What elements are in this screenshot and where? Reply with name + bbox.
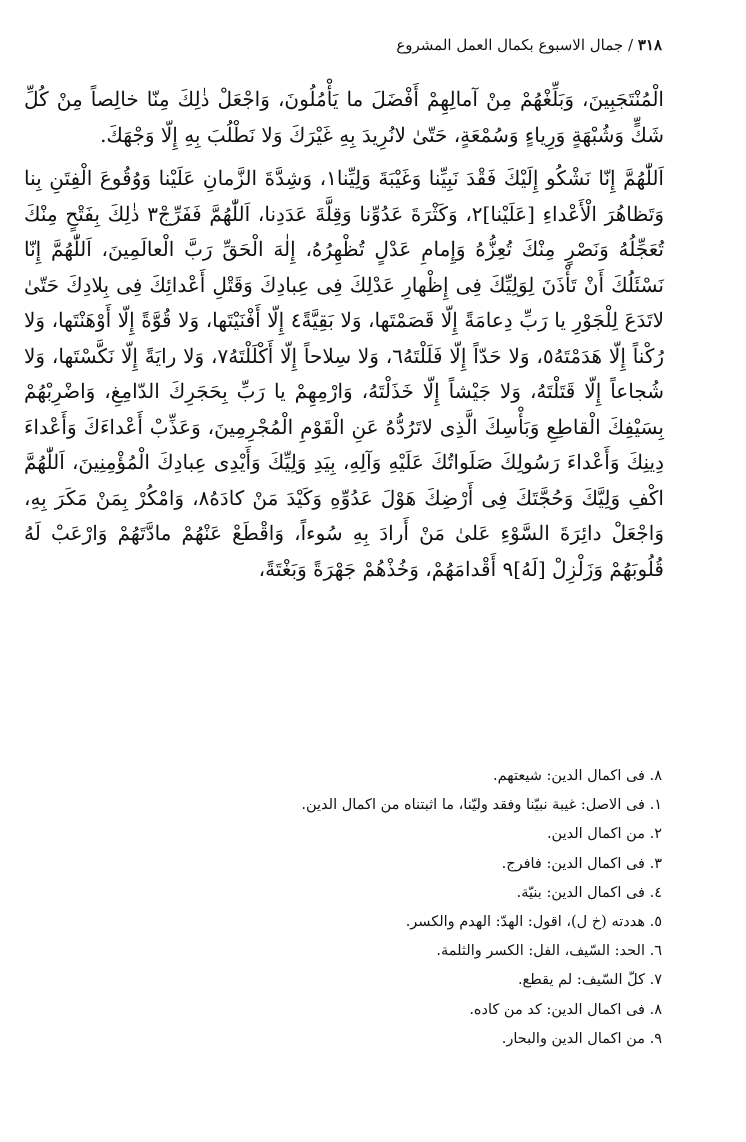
- paragraph-1: الْمُنْتَجَبِينَ، وَبَلِّغْهُمْ مِنْ آمالِهِمْ أَفْضَلَ ما يَأْمُلُونَ، وَاجْعَلْ ذٰلِكَ مِنّا خالِصاً مِنْ كُلِّ شَكٍّ وَشُبْهَةٍ وَرِياءٍ وَسُمْعَةٍ، حَتّىٰ لانُرِيدَ بِهِ غَيْرَكَ وَلا نَطْلُبَ بِهِ إِلّا وَجْهَكَ.: [24, 87, 664, 147]
- main-text: [24, 82, 664, 587]
- page-number: ٣١٨: [637, 36, 662, 54]
- footnote: ٢. من اكمال الدين.: [546, 826, 662, 843]
- footnotes: [62, 762, 662, 1054]
- footnote: ٤. فى اكمال الدين: بنيّة.: [516, 884, 662, 901]
- running-header: [82, 36, 662, 54]
- footnote: ٦. الحد: السّيف، الفل: الكسر والثلمة.: [436, 943, 662, 960]
- footnote: ١. فى الاصل: غيبة نبيّنا وفقد وليّنا، ما اثبتناه من اكمال الدين.: [301, 797, 662, 814]
- footnote: ٧. كلّ السّيف: لم يقطع.: [517, 972, 662, 989]
- paragraph-2: اَللّٰهُمَّ إِنّا نَشْكُو إِلَيْكَ فَقْدَ نَبِيِّنا وَغَيْبَةَ وَلِيِّنا١، وَشِدَّةَ الزَّمانِ عَلَيْنا وَوُقُوعَ الْفِتَنِ بِنا وَتَظاهُرَ الْأَعْداءِ [عَلَيْنا]٢، وَكَثْرَةَ عَدُوِّنا وَقِلَّةَ عَدَدِنا، اَللّٰهُمَّ فَفَرِّجْ٣ ذٰلِكَ بِفَتْحٍ مِنْكَ تُعَجِّلُهُ وَنَصْرٍ مِنْكَ تُعِزُّهُ وَإِمامِ عَدْلٍ تُظْهِرُهُ، إِلٰهَ الْحَقِّ رَبَّ الْعالَمِينَ، اَللّٰهُمَّ إِنّا نَسْئَلُكَ أَنْ تَأْذَنَ لِوَلِيِّكَ فِى إِظْهارِ عَدْلِكَ فِى عِبادِكَ وَقَتْلِ أَعْدائِكَ فِى بِلادِكَ حَتّىٰ لاتَدَعَ لِلْجَوْرِ يا رَبِّ دِعامَةً إِلّا قَصَمْتَها، وَلا بَقِيَّةً٤ إِلّا أَفْنَيْتَها، وَلا قُوَّةً إِلّا أَوْهَنْتَها، وَلا رُكْناً إِلّا هَدَمْتَهُ٥، وَلا حَدّاً إِلّا فَلَلْتَهُ٦، وَلا سِلاحاً إِلّا أَكْلَلْتَهُ٧، وَلا رايَةً إِلّا نَكَّسْتَها، وَلا شُجاعاً إِلّا قَتَلْتَهُ، وَلا جَيْشاً إِلّا خَذَلْتَهُ، وَارْمِهِمْ يا رَبِّ بِحَجَرِكَ الدّامِغِ، وَاضْرِبْهُمْ بِسَيْفِكَ الْقاطِعِ وَبَأْسِكَ الَّذِى لاتَرُدُّهُ عَنِ الْقَوْمِ الْمُجْرِمِينَ، وَعَذِّبْ أَعْداءَكَ وَأَعْداءَ دِينِكَ وَأَعْداءَ رَسُولِكَ صَلَواتُكَ عَلَيْهِ وَآلِهِ، بِيَدِ وَلِيِّكَ وَأَيْدِى عِبادِكَ الْمُؤْمِنِينَ، اَللّٰهُمَّ اكْفِ وَلِيَّكَ وَحُجَّتَكَ فِى أَرْضِكَ هَوْلَ عَدُوِّهِ وَكَيْدَ مَنْ كادَهُ٨، وَامْكُرْ بِمَنْ مَكَرَ بِهِ، وَاجْعَلْ دائِرَةَ السَّوْءِ عَلىٰ مَنْ أَرادَ بِهِ سُوءاً، وَاقْطَعْ عَنْهُمْ مادَّتَهُمْ وَارْعَبْ لَهُ قُلُوبَهُمْ وَزَلْزِلْ [لَهُ]٩ أَقْدامَهُمْ، وَخُذْهُمْ جَهْرَةً وَبَغْتَةً،: [24, 166, 665, 581]
- book-title: جمال الاسبوع بكمال العمل المشروع: [396, 36, 624, 54]
- footnote: ٩. من اكمال الدين والبحار.: [501, 1030, 662, 1047]
- footnote: ٨. فى اكمال الدين: شيعتهم.: [493, 768, 662, 784]
- header-separator: /: [627, 36, 634, 54]
- footnote: ٣. فى اكمال الدين: فافرج.: [501, 855, 662, 872]
- footnote: ٨. فى اكمال الدين: كد من كاده.: [469, 1001, 662, 1018]
- footnote: ٥. هددته (خ ل)، اقول: الهدّ: الهدم والكسر.: [405, 914, 662, 931]
